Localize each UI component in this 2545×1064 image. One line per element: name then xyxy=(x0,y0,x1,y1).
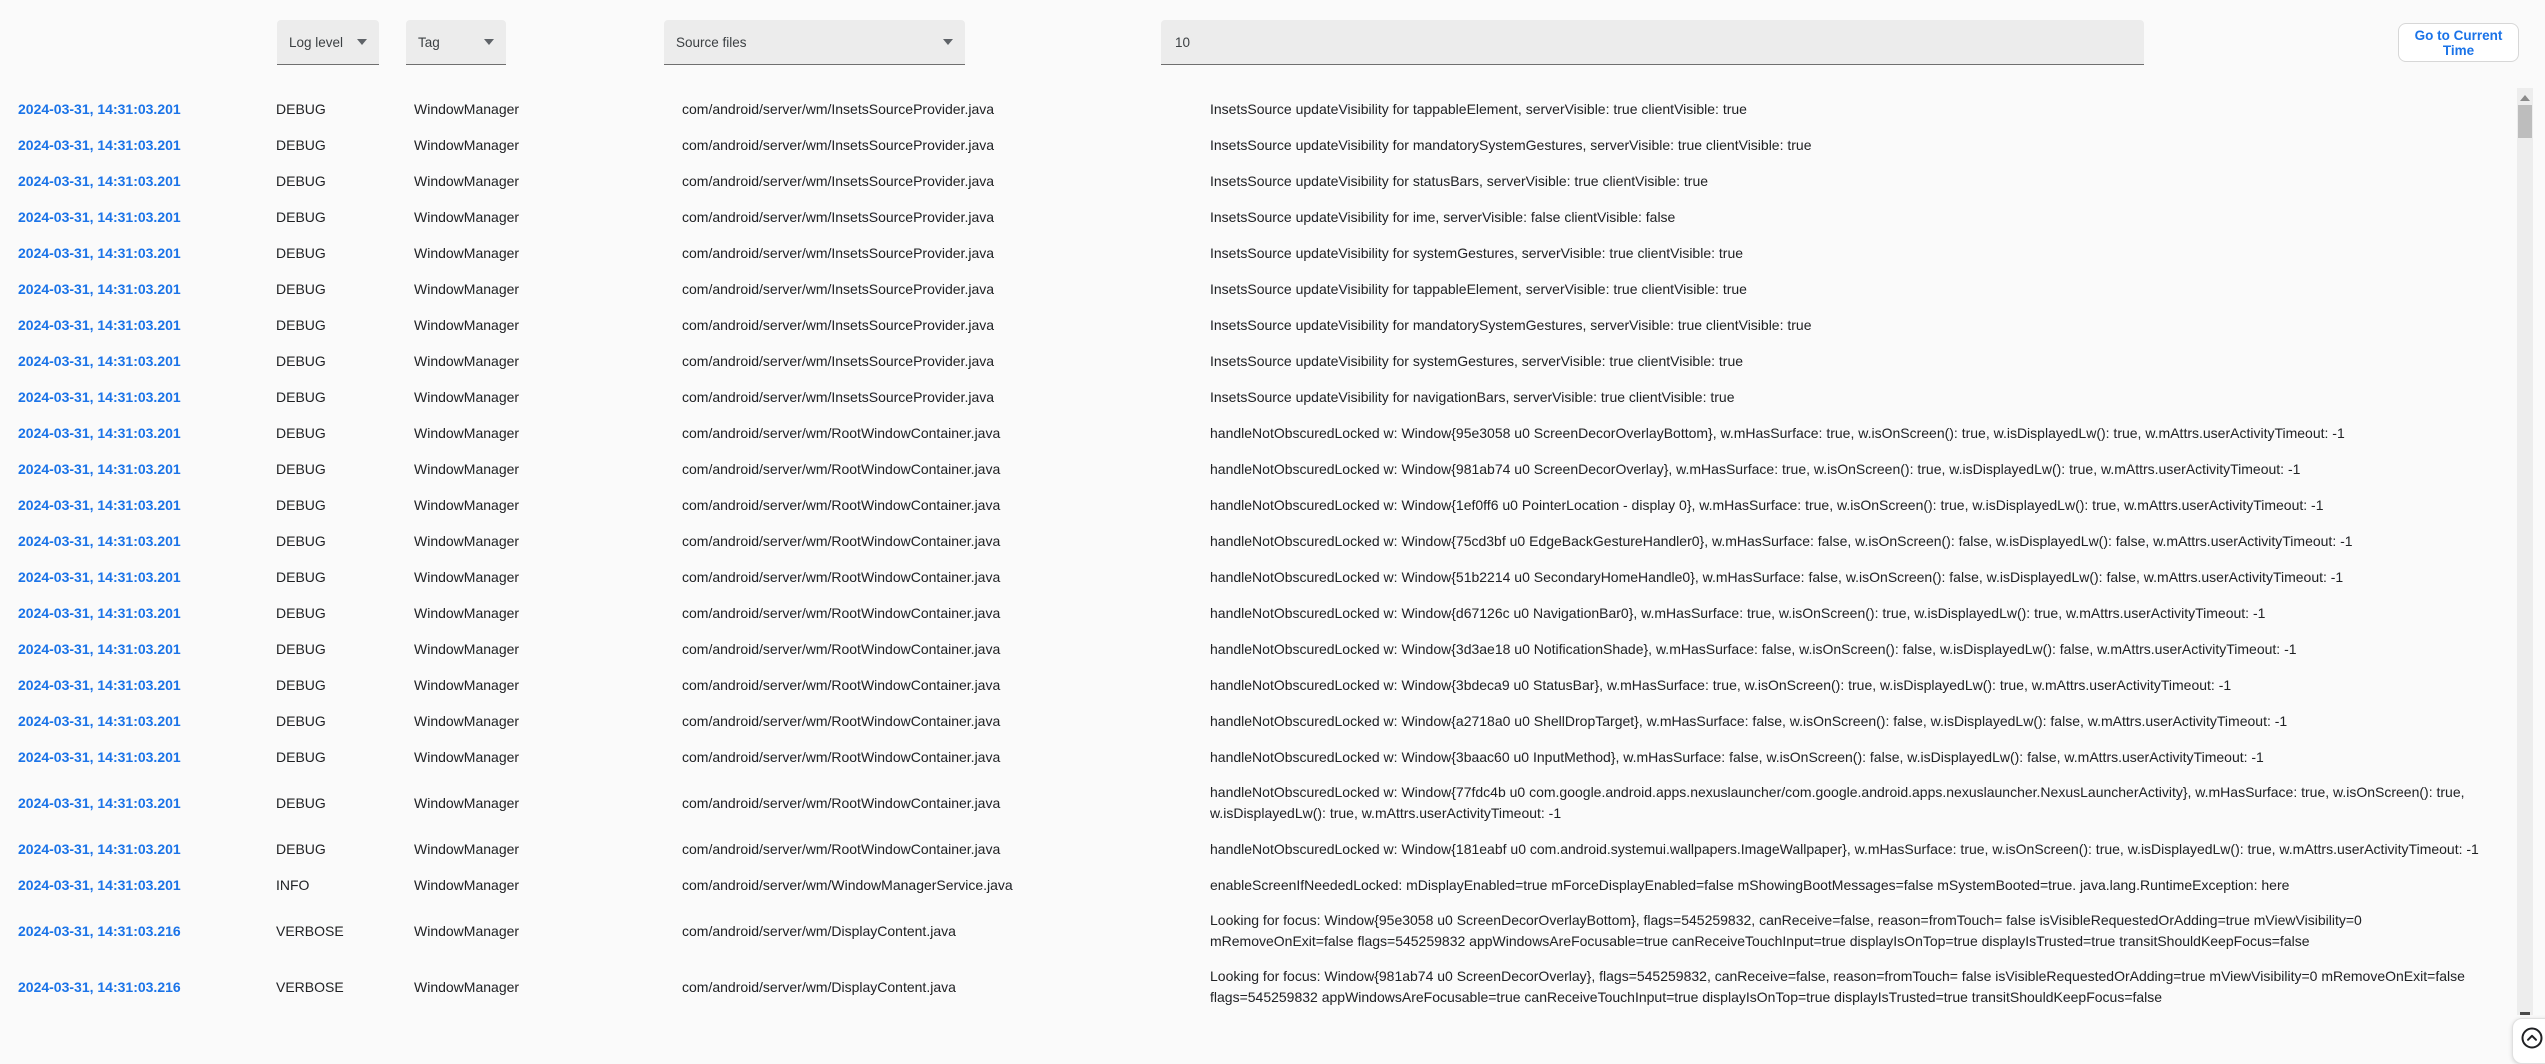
log-timestamp-link[interactable]: 2024-03-31, 14:31:03.201 xyxy=(18,641,181,657)
log-level: DEBUG xyxy=(276,245,326,261)
log-message: InsetsSource updateVisibility for systemGestures, serverVisible: true clientVisible: true xyxy=(1210,244,1744,261)
log-message: handleNotObscuredLocked w: Window{3d3ae18 u0 NotificationShade}, w.mHasSurface: false, w.isOnScreen(): false, w.isDisplayedLw(): false, w.mAttrs.userActivityTimeout: -1 xyxy=(1210,640,2297,657)
log-tag: WindowManager xyxy=(414,979,520,995)
log-tag: WindowManager xyxy=(414,795,520,811)
log-row[interactable] xyxy=(0,343,2517,379)
log-level: DEBUG xyxy=(276,425,326,441)
log-tag: WindowManager xyxy=(414,677,520,693)
log-level: DEBUG xyxy=(276,461,326,477)
log-row[interactable] xyxy=(0,667,2517,703)
scrollbar-down-arrow-icon[interactable] xyxy=(2520,1012,2530,1015)
log-source-file: com/android/server/wm/DisplayContent.java xyxy=(682,979,956,995)
log-timestamp-link[interactable]: 2024-03-31, 14:31:03.201 xyxy=(18,425,181,441)
log-timestamp-link[interactable]: 2024-03-31, 14:31:03.201 xyxy=(18,209,181,225)
log-timestamp-link[interactable]: 2024-03-31, 14:31:03.201 xyxy=(18,461,181,477)
log-timestamp-link[interactable]: 2024-03-31, 14:31:03.216 xyxy=(18,923,181,939)
log-tag: WindowManager xyxy=(414,841,520,857)
log-tag: WindowManager xyxy=(414,389,520,405)
log-timestamp-link[interactable]: 2024-03-31, 14:31:03.201 xyxy=(18,173,181,189)
log-tag: WindowManager xyxy=(414,425,520,441)
log-message: Looking for focus: Window{95e3058 u0 ScreenDecorOverlayBottom}, flags=545259832, canReceive=false, reason=fromTouch= false isVisibleRequestedOrAdding=true mViewVisibility=0 mRemoveOnExit=false flags=545259832 appWindowsAreFocusable=true canReceiveTouchInput=true displayIsOnTop=true displayIsTrusted=true transitShouldKeepFocus=false xyxy=(1210,912,2362,949)
log-message: handleNotObscuredLocked w: Window{75cd3bf u0 EdgeBackGestureHandler0}, w.mHasSurface: false, w.isOnScreen(): false, w.isDisplayedLw(): false, w.mAttrs.userActivityTimeout: -1 xyxy=(1210,532,2353,549)
log-source-file: com/android/server/wm/InsetsSourceProvider.java xyxy=(682,137,995,153)
search-input[interactable] xyxy=(1161,20,2144,65)
log-message: InsetsSource updateVisibility for ime, serverVisible: false clientVisible: false xyxy=(1210,208,1676,225)
log-source-file: com/android/server/wm/InsetsSourceProvider.java xyxy=(682,317,995,333)
log-level: DEBUG xyxy=(276,173,326,189)
log-level: DEBUG xyxy=(276,641,326,657)
log-tag: WindowManager xyxy=(414,209,520,225)
log-timestamp-link[interactable]: 2024-03-31, 14:31:03.201 xyxy=(18,795,181,811)
scrollbar[interactable] xyxy=(2517,88,2533,1015)
log-tag: WindowManager xyxy=(414,101,520,117)
log-level-filter-label: Log level xyxy=(289,34,344,50)
log-row[interactable] xyxy=(0,595,2517,631)
log-row[interactable] xyxy=(0,867,2517,903)
log-timestamp-link[interactable]: 2024-03-31, 14:31:03.201 xyxy=(18,317,181,333)
log-source-file: com/android/server/wm/RootWindowContainer.java xyxy=(682,533,1001,549)
log-timestamp-link[interactable]: 2024-03-31, 14:31:03.201 xyxy=(18,497,181,513)
log-timestamp-link[interactable]: 2024-03-31, 14:31:03.201 xyxy=(18,533,181,549)
log-timestamp-link[interactable]: 2024-03-31, 14:31:03.216 xyxy=(18,979,181,995)
log-message: handleNotObscuredLocked w: Window{51b2214 u0 SecondaryHomeHandle0}, w.mHasSurface: false, w.isOnScreen(): false, w.isDisplayedLw(): false, w.mAttrs.userActivityTimeout: -1 xyxy=(1210,568,2344,585)
log-tag: WindowManager xyxy=(414,353,520,369)
log-message: InsetsSource updateVisibility for statusBars, serverVisible: true clientVisible: true xyxy=(1210,172,1709,189)
log-message: InsetsSource updateVisibility for mandatorySystemGestures, serverVisible: true clientVisible: true xyxy=(1210,136,1812,153)
chevron-down-icon xyxy=(484,39,494,45)
log-tag: WindowManager xyxy=(414,533,520,549)
tag-filter-label: Tag xyxy=(418,34,440,50)
log-source-file: com/android/server/wm/InsetsSourceProvider.java xyxy=(682,281,995,297)
log-source-file: com/android/server/wm/RootWindowContainer.java xyxy=(682,605,1001,621)
log-row[interactable] xyxy=(0,523,2517,559)
log-timestamp-link[interactable]: 2024-03-31, 14:31:03.201 xyxy=(18,281,181,297)
log-level: INFO xyxy=(276,877,310,893)
log-timestamp-link[interactable]: 2024-03-31, 14:31:03.201 xyxy=(18,877,181,893)
log-source-file: com/android/server/wm/RootWindowContainer.java xyxy=(682,497,1001,513)
log-row[interactable] xyxy=(0,739,2517,775)
log-tag: WindowManager xyxy=(414,877,520,893)
log-timestamp-link[interactable]: 2024-03-31, 14:31:03.201 xyxy=(18,569,181,585)
log-source-file: com/android/server/wm/RootWindowContainer.java xyxy=(682,713,1001,729)
source-files-filter-label: Source files xyxy=(676,34,747,50)
log-level-filter[interactable] xyxy=(277,20,379,65)
log-row[interactable] xyxy=(0,271,2517,307)
log-row[interactable] xyxy=(0,631,2517,667)
log-row[interactable] xyxy=(0,903,2517,959)
log-message: handleNotObscuredLocked w: Window{a2718a0 u0 ShellDropTarget}, w.mHasSurface: false, w.isOnScreen(): false, w.isDisplayedLw(): false, w.mAttrs.userActivityTimeout: -1 xyxy=(1210,712,2288,729)
log-row[interactable] xyxy=(0,307,2517,343)
log-timestamp-link[interactable]: 2024-03-31, 14:31:03.201 xyxy=(18,389,181,405)
log-tag: WindowManager xyxy=(414,497,520,513)
log-tag: WindowManager xyxy=(414,137,520,153)
log-message: handleNotObscuredLocked w: Window{3baac60 u0 InputMethod}, w.mHasSurface: false, w.isOnScreen(): false, w.isDisplayedLw(): false, w.mAttrs.userActivityTimeout: -1 xyxy=(1210,748,2264,765)
log-source-file: com/android/server/wm/RootWindowContainer.java xyxy=(682,425,1001,441)
log-level: DEBUG xyxy=(276,605,326,621)
log-timestamp-link[interactable]: 2024-03-31, 14:31:03.201 xyxy=(18,101,181,117)
log-source-file: com/android/server/wm/RootWindowContainer.java xyxy=(682,641,1001,657)
log-message: handleNotObscuredLocked w: Window{3bdeca9 u0 StatusBar}, w.mHasSurface: true, w.isOnScreen(): true, w.isDisplayedLw(): true, w.mAttrs.userActivityTimeout: -1 xyxy=(1210,676,2232,693)
log-message: handleNotObscuredLocked w: Window{d67126c u0 NavigationBar0}, w.mHasSurface: true, w.isOnScreen(): true, w.isDisplayedLw(): true, w.mAttrs.userActivityTimeout: -1 xyxy=(1210,604,2266,621)
log-message: InsetsSource updateVisibility for mandatorySystemGestures, serverVisible: true clientVisible: true xyxy=(1210,316,1812,333)
log-row[interactable] xyxy=(0,559,2517,595)
log-source-file: com/android/server/wm/InsetsSourceProvider.java xyxy=(682,173,995,189)
log-row[interactable] xyxy=(0,379,2517,415)
log-tag: WindowManager xyxy=(414,569,520,585)
scrollbar-up-arrow-icon[interactable] xyxy=(2520,95,2530,101)
log-message: handleNotObscuredLocked w: Window{1ef0ff6 u0 PointerLocation - display 0}, w.mHasSurface: true, w.isOnScreen(): true, w.isDisplayedLw(): true, w.mAttrs.userActivityTimeout: -1 xyxy=(1210,496,2324,513)
log-source-file: com/android/server/wm/RootWindowContainer.java xyxy=(682,749,1001,765)
log-tag: WindowManager xyxy=(414,245,520,261)
log-timestamp-link[interactable]: 2024-03-31, 14:31:03.201 xyxy=(18,677,181,693)
log-level: DEBUG xyxy=(276,497,326,513)
log-source-file: com/android/server/wm/DisplayContent.java xyxy=(682,923,956,939)
log-tag: WindowManager xyxy=(414,641,520,657)
log-source-file: com/android/server/wm/InsetsSourceProvider.java xyxy=(682,101,995,117)
log-tag: WindowManager xyxy=(414,173,520,189)
log-row[interactable] xyxy=(0,451,2517,487)
log-message: handleNotObscuredLocked w: Window{981ab74 u0 ScreenDecorOverlay}, w.mHasSurface: true, w.isOnScreen(): true, w.isDisplayedLw(): true, w.mAttrs.userActivityTimeout: -1 xyxy=(1210,460,2301,477)
scrollbar-thumb[interactable] xyxy=(2518,105,2532,138)
go-to-current-time-button[interactable]: Go to Current Time xyxy=(2398,23,2519,62)
log-timestamp-link[interactable]: 2024-03-31, 14:31:03.201 xyxy=(18,605,181,621)
log-tag: WindowManager xyxy=(414,713,520,729)
log-level: DEBUG xyxy=(276,317,326,333)
log-source-file: com/android/server/wm/InsetsSourceProvider.java xyxy=(682,209,995,225)
log-level: DEBUG xyxy=(276,389,326,405)
log-timestamp-link[interactable]: 2024-03-31, 14:31:03.201 xyxy=(18,841,181,857)
log-timestamp-link[interactable]: 2024-03-31, 14:31:03.201 xyxy=(18,749,181,765)
log-row[interactable] xyxy=(0,487,2517,523)
chevron-down-icon xyxy=(357,39,367,45)
log-timestamp-link[interactable]: 2024-03-31, 14:31:03.201 xyxy=(18,137,181,153)
log-timestamp-link[interactable]: 2024-03-31, 14:31:03.201 xyxy=(18,713,181,729)
log-message: InsetsSource updateVisibility for tappableElement, serverVisible: true clientVisible: true xyxy=(1210,280,1747,297)
log-level: DEBUG xyxy=(276,533,326,549)
chevron-down-icon xyxy=(943,39,953,45)
log-timestamp-link[interactable]: 2024-03-31, 14:31:03.201 xyxy=(18,353,181,369)
log-message: Looking for focus: Window{981ab74 u0 ScreenDecorOverlay}, flags=545259832, canReceive=false, reason=fromTouch= false isVisibleRequestedOrAdding=true mViewVisibility=0 mRemoveOnExit=false flags=545259832 appWindowsAreFocusable=true canReceiveTouchInput=true displayIsOnTop=true displayIsTrusted=true transitShouldKeepFocus=false xyxy=(1210,968,2465,1005)
log-timestamp-link[interactable]: 2024-03-31, 14:31:03.201 xyxy=(18,245,181,261)
log-row[interactable] xyxy=(0,415,2517,451)
log-level: DEBUG xyxy=(276,749,326,765)
log-message: InsetsSource updateVisibility for systemGestures, serverVisible: true clientVisible: true xyxy=(1210,352,1744,369)
log-tag: WindowManager xyxy=(414,749,520,765)
log-row[interactable] xyxy=(0,235,2517,271)
log-row[interactable] xyxy=(0,91,2517,127)
log-table xyxy=(0,91,2517,1015)
log-row[interactable] xyxy=(0,959,2517,1015)
log-tag: WindowManager xyxy=(414,461,520,477)
log-message: handleNotObscuredLocked w: Window{95e3058 u0 ScreenDecorOverlayBottom}, w.mHasSurface: true, w.isOnScreen(): true, w.isDisplayedLw(): true, w.mAttrs.userActivityTimeout: -1 xyxy=(1210,424,2345,441)
log-row[interactable] xyxy=(0,703,2517,739)
log-source-file: com/android/server/wm/RootWindowContainer.java xyxy=(682,795,1001,811)
arrow-up-circle-icon xyxy=(2520,1026,2544,1050)
log-level: DEBUG xyxy=(276,677,326,693)
log-level: DEBUG xyxy=(276,101,326,117)
log-level: DEBUG xyxy=(276,569,326,585)
log-level: DEBUG xyxy=(276,137,326,153)
log-source-file: com/android/server/wm/RootWindowContainer.java xyxy=(682,841,1001,857)
source-files-filter[interactable] xyxy=(664,20,965,65)
log-source-file: com/android/server/wm/RootWindowContainer.java xyxy=(682,569,1001,585)
log-tag: WindowManager xyxy=(414,317,520,333)
log-row[interactable] xyxy=(0,775,2517,831)
log-source-file: com/android/server/wm/InsetsSourceProvider.java xyxy=(682,389,995,405)
log-level: VERBOSE xyxy=(276,979,344,995)
log-message: handleNotObscuredLocked w: Window{77fdc4b u0 com.google.android.apps.nexuslauncher/com.google.android.apps.nexuslauncher.NexusLauncherActivity}, w.mHasSurface: true, w.isOnScreen(): true, w.isDisplayedLw(): true, w.mAttrs.userActivityTimeout: -1 xyxy=(1210,784,2465,821)
log-level: VERBOSE xyxy=(276,923,344,939)
log-source-file: com/android/server/wm/InsetsSourceProvider.java xyxy=(682,353,995,369)
log-tag: WindowManager xyxy=(414,281,520,297)
log-source-file: com/android/server/wm/RootWindowContainer.java xyxy=(682,677,1001,693)
log-row[interactable] xyxy=(0,127,2517,163)
log-message: InsetsSource updateVisibility for navigationBars, serverVisible: true clientVisible: true xyxy=(1210,388,1735,405)
log-level: DEBUG xyxy=(276,713,326,729)
log-message: enableScreenIfNeededLocked: mDisplayEnabled=true mForceDisplayEnabled=false mShowingBootMessages=false mSystemBooted=true. java.lang.RuntimeException: here xyxy=(1210,876,2290,893)
log-tag: WindowManager xyxy=(414,923,520,939)
log-source-file: com/android/server/wm/InsetsSourceProvider.java xyxy=(682,245,995,261)
scroll-to-top-button[interactable] xyxy=(2512,1018,2545,1064)
log-source-file: com/android/server/wm/RootWindowContainer.java xyxy=(682,461,1001,477)
log-level: DEBUG xyxy=(276,353,326,369)
log-message: handleNotObscuredLocked w: Window{181eabf u0 com.android.systemui.wallpapers.ImageWallpaper}, w.mHasSurface: true, w.isOnScreen(): true, w.isDisplayedLw(): true, w.mAttrs.userActivityTimeout: -1 xyxy=(1210,840,2479,857)
log-level: DEBUG xyxy=(276,281,326,297)
log-row[interactable] xyxy=(0,199,2517,235)
log-level: DEBUG xyxy=(276,841,326,857)
log-tag: WindowManager xyxy=(414,605,520,621)
log-message: InsetsSource updateVisibility for tappableElement, serverVisible: true clientVisible: true xyxy=(1210,100,1747,117)
log-level: DEBUG xyxy=(276,795,326,811)
log-level: DEBUG xyxy=(276,209,326,225)
log-row[interactable] xyxy=(0,163,2517,199)
log-source-file: com/android/server/wm/WindowManagerService.java xyxy=(682,877,1013,893)
log-row[interactable] xyxy=(0,831,2517,867)
tag-filter[interactable] xyxy=(406,20,506,65)
